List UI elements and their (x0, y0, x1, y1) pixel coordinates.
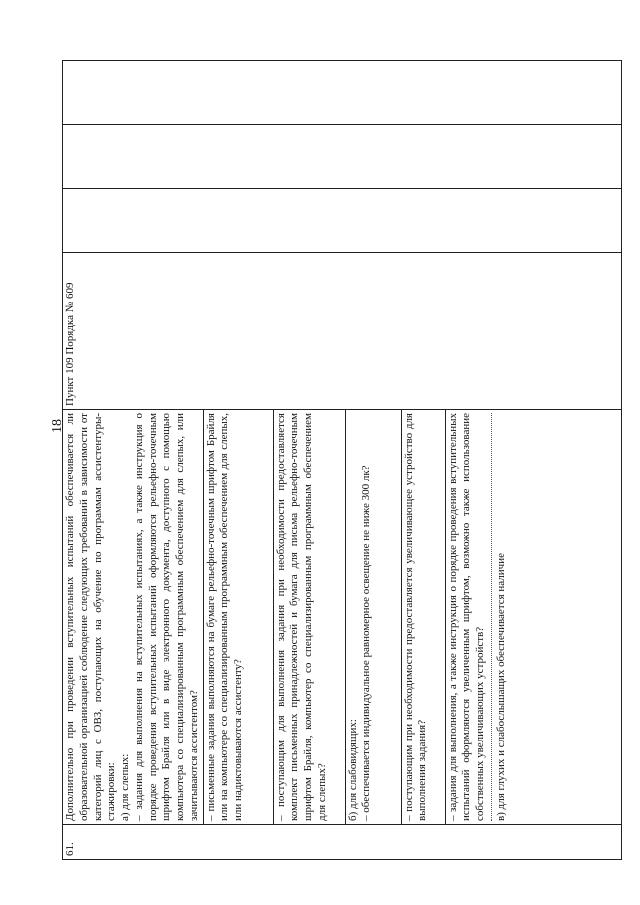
section-a-item-1: – задания для выполнения на вступительных испытаниях, а также инструкция о порядке проведения вступительных испытаний оформляются рельефно-точечным шрифтом Брайля или в виде электронного документа, доступного с помощью компьютера со специализированным программным обеспечением для слепых, или зачитываются ассистентом? (132, 413, 200, 821)
section-b-item-2: – поступающим при необходимости предоставляется увеличивающее устройство для выполнения задания? (402, 413, 429, 821)
requirement-cell (345, 410, 401, 825)
row-number: 61. (63, 825, 622, 860)
answer-cell-1 (63, 189, 622, 253)
section-a-item-3: – поступающим для выполнения задания при необходимости предоставляется комплект письменных принадлежностей и бумага для письма рельефно-точечным шрифтом Брайля, компьютер со специализированным программным обеспечением для слепых? (274, 413, 328, 821)
divider (491, 413, 492, 821)
section-b-item-1: – обеспечивается индивидуальное равномерное освещение не ниже 300 лк? (360, 465, 373, 821)
section-a-item-2: – письменные задания выполняются на бумаге рельефно-точечным шрифтом Брайля или на компьютере со специализированным программным обеспечением для слепых, или надиктовываются ассистенту? (204, 413, 244, 821)
section-c-heading: в) для глухих и слабослышащих обеспечивается наличие (494, 553, 507, 821)
requirement-cell (445, 410, 622, 825)
requirement-intro-text: Дополнительно при проведении вступительных испытаний обеспечивается ли образовательной организацией соблюдение следующих требований в зависимости от категорий лиц с ОВЗ, поступающих на обучение по программам ассистентуры-стажировки: (64, 413, 118, 821)
reference-cell: Пункт 109 Порядка № 609 (63, 253, 622, 410)
requirements-table (62, 60, 622, 860)
answer-cell-2 (63, 125, 622, 189)
requirement-cell (203, 410, 273, 825)
rotated-table-container (62, 60, 622, 860)
table-row (63, 61, 204, 860)
section-a-heading: а) для слепых: (119, 753, 131, 821)
requirement-cell-intro (63, 410, 204, 825)
section-b-heading: б) для слабовидящих: (346, 719, 359, 821)
answer-cell-3 (63, 61, 622, 125)
requirement-cell (401, 410, 445, 825)
page-number: 18 (50, 419, 65, 433)
section-b-item-3: – задания для выполнения, а также инструкция о порядке проведения вступительных испытаний оформляются увеличенным шрифтом, возможно также использование собственных увеличивающих устройств? (446, 413, 486, 821)
requirement-cell (273, 410, 345, 825)
